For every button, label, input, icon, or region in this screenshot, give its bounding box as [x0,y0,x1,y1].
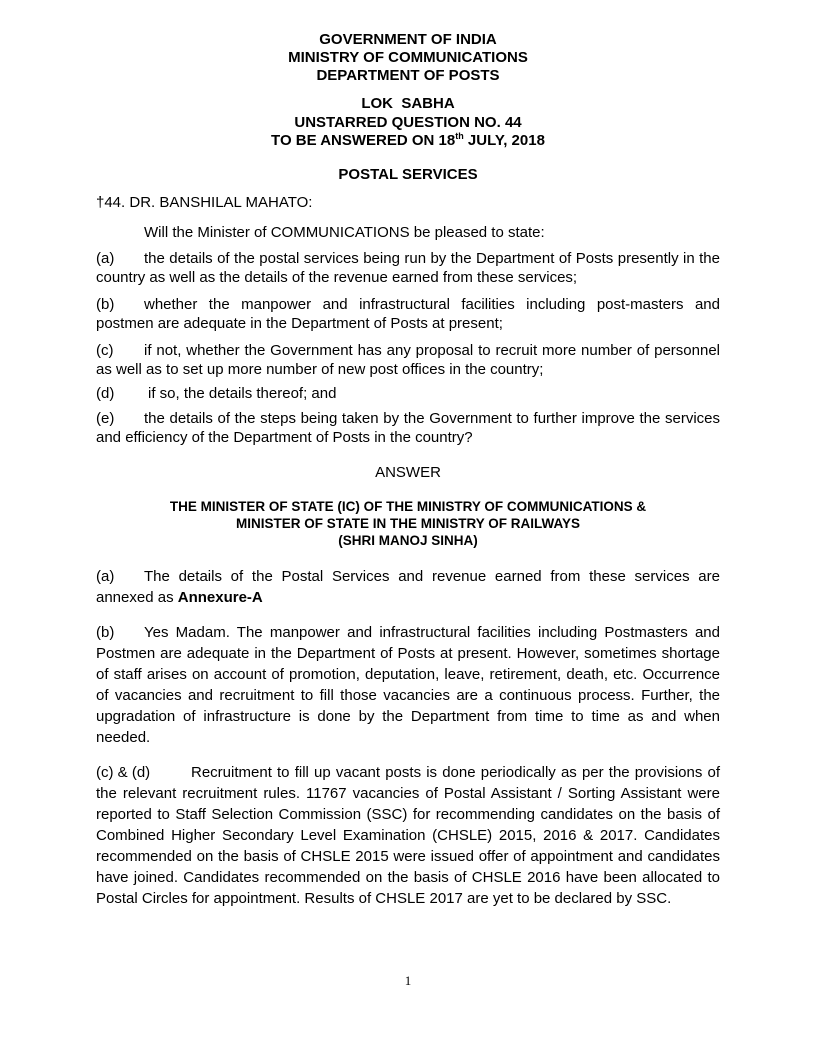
item-label: (a) [96,250,115,267]
item-label: (e) [96,410,115,427]
answer-item-cd [96,762,720,909]
answer-item-b [96,622,720,748]
header-ministry: MINISTRY OF COMMUNICATIONS [288,49,528,66]
answer-date-month-year: JULY, 2018 [463,132,545,149]
item-label: (a) [96,568,115,585]
item-text: the details of the steps being taken by the Government to further improve the services and efficiency of the Department of Posts in the country? [96,410,720,446]
question-number: UNSTARRED QUESTION NO. 44 [294,114,522,131]
item-text: if not, whether the Government has any proposal to recruit more number of personnel as well as to set up more number of new post offices in the country; [96,342,720,378]
answer-date-suffix: th [455,131,464,141]
item-text: The details of the Postal Services and revenue earned from these services are annexed as [96,568,720,606]
annexure-reference: Annexure-A [177,589,263,606]
question-item-c [96,341,720,379]
question-item-b [96,295,720,333]
item-label: (d) [96,385,115,402]
item-label: (b) [96,624,115,641]
house-name: LOK SABHA [361,95,455,112]
page-number: 1 [404,973,412,988]
answer-date [0,132,816,150]
question-intro: Will the Minister of COMMUNICATIONS be pleased to state: [144,224,545,241]
question-item-e [96,409,720,447]
minister-name: (SHRI MANOJ SINHA) [338,533,478,548]
question-asker: †44. DR. BANSHILAL MAHATO: [96,194,313,211]
minister-line-1: THE MINISTER OF STATE (IC) OF THE MINISTRY OF COMMUNICATIONS & [169,499,647,514]
item-text: whether the manpower and infrastructural facilities including post-masters and postmen are adequate in the Department of Posts at present; [96,296,720,332]
item-label: (b) [96,296,115,313]
subject-title: POSTAL SERVICES [338,166,478,183]
header-government: GOVERNMENT OF INDIA [319,31,497,48]
minister-line-2: MINISTER OF STATE IN THE MINISTRY OF RAILWAYS [235,516,581,531]
item-text: Recruitment to fill up vacant posts is done periodically as per the provisions of the relevant recruitment rules. 11767 vacancies of Postal Assistant / Sorting Assistant were reported to Staff Selection Commission (SSC) for recommending candidates on the basis of Combined Higher Secondary Level Examination (CHSLE) 2015, 2016 & 2017. Candidates recommended on the basis of CHSLE 2015 were issued offer of appointment and candidates have joined. Candidates recommended on the basis of CHSLE 2016 have been allocated to Postal Circles for appointment. Results of CHSLE 2017 are yet to be declared by SSC. [96,764,720,907]
item-text: Yes Madam. The manpower and infrastructural facilities including Postmasters and Postmen are adequate in the Department of Posts at present. However, sometimes shortage of staff arises on account of promotion, deputation, leave, retirement, death, etc. Occurrence of vacancies and recruitment to fill those vacancies are a continuous process. Further, the upgradation of infrastructure is done by the Department from time to time as and when needed. [96,624,720,746]
item-text: if so, the details thereof; and [148,385,337,402]
header-department: DEPARTMENT OF POSTS [316,67,500,84]
answer-item-a [96,566,720,608]
item-text: the details of the postal services being run by the Department of Posts presently in the country as well as the details of the revenue earned from these services; [96,250,720,286]
question-item-a [96,249,720,287]
question-item-d [96,384,720,403]
item-label: (c) [96,342,114,359]
answer-heading: ANSWER [375,464,441,481]
answer-date-prefix: TO BE ANSWERED ON 18 [271,132,456,149]
item-label: (c) & (d) [96,764,151,781]
